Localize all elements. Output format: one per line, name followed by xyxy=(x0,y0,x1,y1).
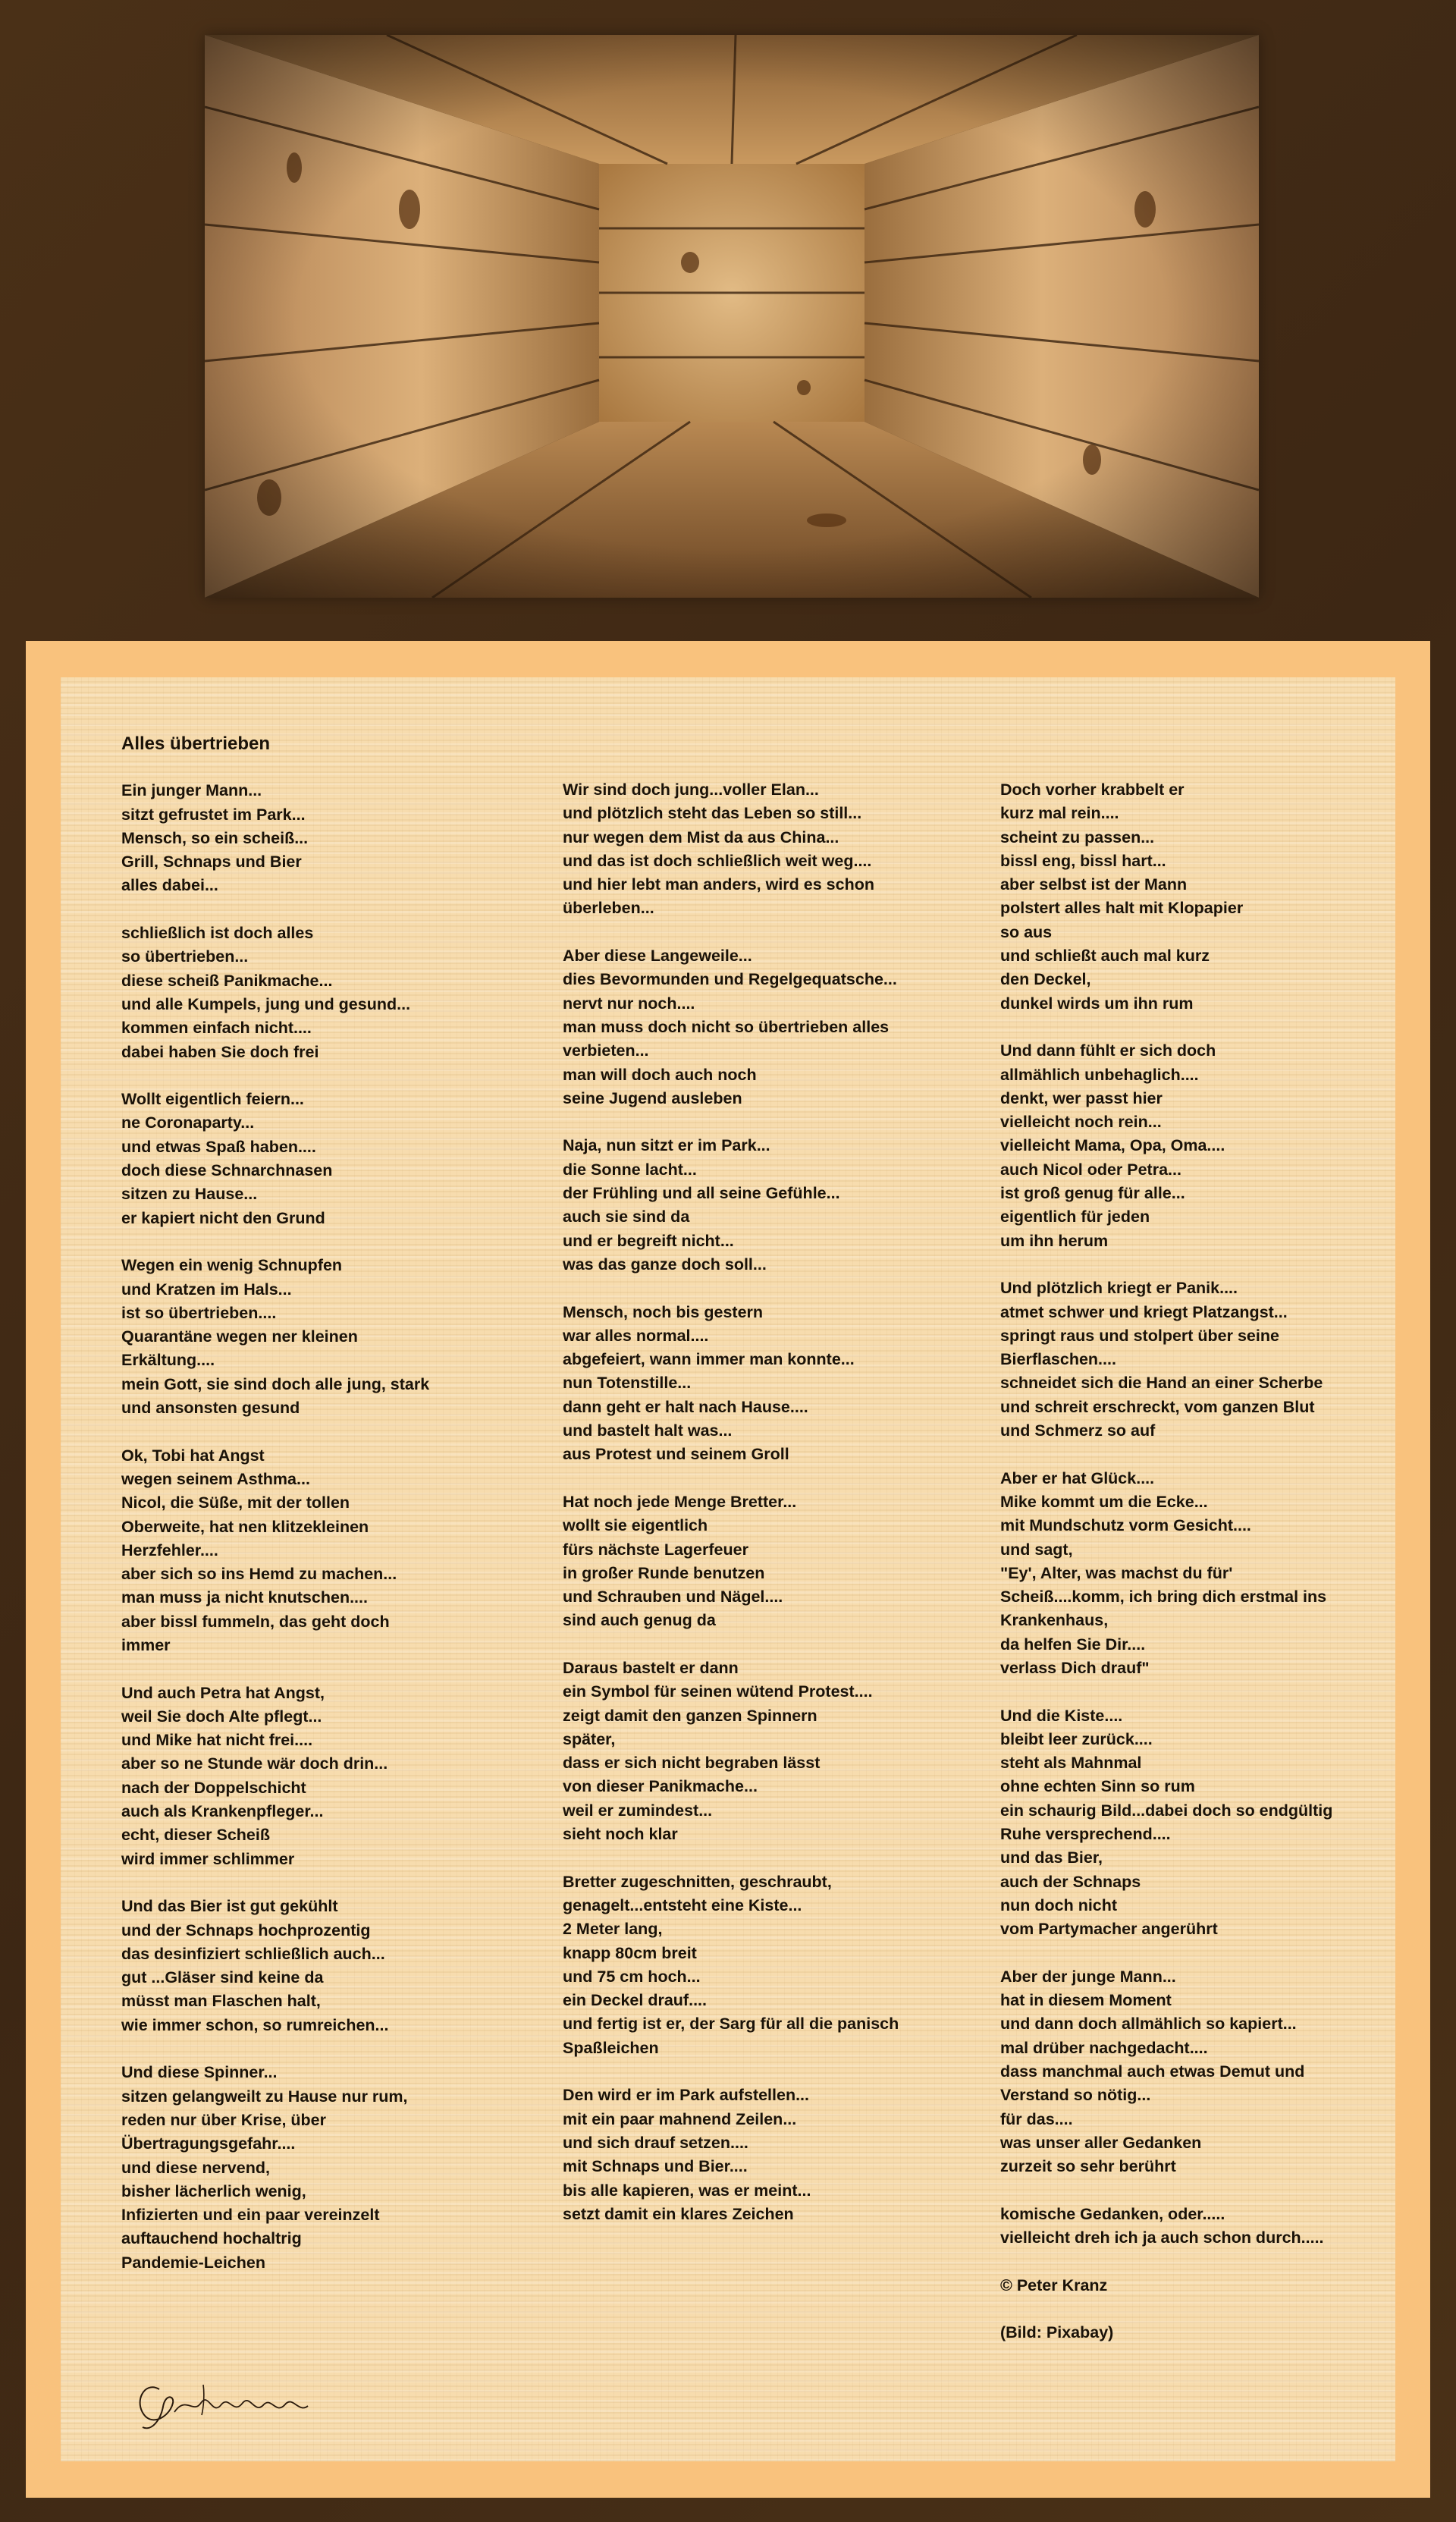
poem-line: Mike kommt um die Ecke... xyxy=(1000,1492,1208,1511)
poem-line: bisher lächerlich wenig, xyxy=(121,2181,306,2200)
poem-line: überleben... xyxy=(563,899,654,918)
poem-line: doch diese Schnarchnasen xyxy=(121,1161,333,1180)
poem-line: Erkältung.... xyxy=(121,1351,215,1370)
poem-line: steht als Mahnmal xyxy=(1000,1754,1142,1773)
poem-line: bis alle kapieren, was er meint... xyxy=(563,2181,811,2200)
poem-line: sitzen gelangweilt zu Hause nur rum, xyxy=(121,2087,408,2106)
poem-line: setzt damit ein klares Zeichen xyxy=(563,2204,794,2223)
poem-line: und hier lebt man anders, wird es schon xyxy=(563,875,874,894)
poem-line: kommen einfach nicht.... xyxy=(121,1019,312,1038)
signature-handwriting xyxy=(129,2373,326,2433)
poem-line: komische Gedanken, oder..... xyxy=(1000,2204,1225,2223)
poem-line: war alles normal.... xyxy=(563,1326,709,1345)
poem-line: Den wird er im Park aufstellen... xyxy=(563,2086,809,2105)
poem-line: allmählich unbehaglich.... xyxy=(1000,1065,1199,1084)
stanza xyxy=(121,922,546,1064)
poem-line: mit ein paar mahnend Zeilen... xyxy=(563,2109,797,2128)
stanza xyxy=(563,1134,987,1277)
poem-line: "Ey', Alter, was machst du für' xyxy=(1000,1563,1233,1582)
poem-line: und Mike hat nicht frei.... xyxy=(121,1731,313,1750)
poem-line: was unser aller Gedanken xyxy=(1000,2133,1202,2152)
poem-line: Scheiß....komm, ich bring dich erstmal ins xyxy=(1000,1588,1327,1606)
poem-line: Und plötzlich kriegt er Panik.... xyxy=(1000,1279,1238,1298)
poem-line: so aus xyxy=(1000,922,1053,941)
stanza xyxy=(1000,1704,1379,1942)
poem-line: bissl eng, bissl hart... xyxy=(1000,851,1166,870)
poem-line: ist groß genug für alle... xyxy=(1000,1184,1185,1203)
poem-line: aber so ne Stunde wär doch drin... xyxy=(121,1754,388,1773)
poem-line: diese scheiß Panikmache... xyxy=(121,971,333,990)
poem-line: gut ...Gläser sind keine da xyxy=(121,1968,324,1987)
stanza xyxy=(121,1254,546,1420)
poem-line: wie immer schon, so rumreichen... xyxy=(121,2015,389,2034)
poem-line: ne Coronaparty... xyxy=(121,1113,255,1132)
poem-line: reden nur über Krise, über xyxy=(121,2110,327,2129)
stanza xyxy=(1000,1467,1379,1681)
poem-line: mein Gott, sie sind doch alle jung, stark xyxy=(121,1374,430,1393)
poem-line: (Bild: Pixabay) xyxy=(1000,2323,1114,2342)
poem-line: Bierflaschen.... xyxy=(1000,1350,1116,1369)
stanza xyxy=(563,2084,987,2226)
stanza xyxy=(121,1088,546,1230)
poem-line: und diese nervend, xyxy=(121,2158,270,2177)
poem-line: und das ist doch schließlich weit weg.... xyxy=(563,851,872,870)
poem-line: Und die Kiste.... xyxy=(1000,1706,1123,1725)
poem-line: schließlich ist doch alles xyxy=(121,924,314,943)
poem-line: auch sie sind da xyxy=(563,1208,690,1226)
stanza xyxy=(121,1682,546,1871)
stanza xyxy=(121,1444,546,1658)
poem-line: und das Bier, xyxy=(1000,1848,1103,1867)
poem-line: vielleicht Mama, Opa, Oma.... xyxy=(1000,1136,1225,1155)
poem-line: Und das Bier ist gut gekühlt xyxy=(121,1897,338,1916)
poem-line: dunkel wirds um ihn rum xyxy=(1000,994,1194,1013)
signature-logo xyxy=(129,2373,326,2433)
poem-line: und schließt auch mal kurz xyxy=(1000,947,1210,966)
poem-line: mal drüber nachgedacht.... xyxy=(1000,2038,1208,2057)
poem-line: und sagt, xyxy=(1000,1540,1073,1559)
stanza xyxy=(563,944,987,1110)
poem-line: wird immer schlimmer xyxy=(121,1849,295,1868)
poem-line: Übertragungsgefahr.... xyxy=(121,2134,296,2153)
poem-line: zeigt damit den ganzen Spinnern xyxy=(563,1706,817,1725)
wooden-box-illustration xyxy=(205,35,1259,598)
poem-line: von dieser Panikmache... xyxy=(563,1777,758,1796)
poem-line: Und dann fühlt er sich doch xyxy=(1000,1041,1216,1060)
poem-line: echt, dieser Scheiß xyxy=(121,1826,270,1845)
poem-line: später, xyxy=(563,1729,616,1748)
stanza xyxy=(121,1895,546,2037)
poem-line: Aber er hat Glück.... xyxy=(1000,1468,1155,1487)
poem-frame xyxy=(26,641,1430,2498)
poem-line: immer xyxy=(121,1635,171,1654)
poem-line: Ok, Tobi hat Angst xyxy=(121,1446,265,1465)
poem-line: mit Schnaps und Bier.... xyxy=(563,2157,748,2176)
poem-line: ist so übertrieben.... xyxy=(121,1303,277,1322)
poem-line: schneidet sich die Hand an einer Scherbe xyxy=(1000,1374,1323,1393)
poem-line: und er begreift nicht... xyxy=(563,1231,734,1250)
poem-line: mit Mundschutz vorm Gesicht.... xyxy=(1000,1516,1251,1535)
poem-line: wegen seinem Asthma... xyxy=(121,1469,310,1488)
poem-line: Mensch, so ein scheiß... xyxy=(121,828,309,847)
poem-line: seine Jugend ausleben xyxy=(563,1088,742,1107)
poem-line: auch als Krankenpfleger... xyxy=(121,1802,324,1821)
poem-line: Ruhe versprechend.... xyxy=(1000,1825,1171,1844)
poem-line: ohne echten Sinn so rum xyxy=(1000,1777,1195,1796)
poem-line: sieht noch klar xyxy=(563,1825,678,1844)
poem-line: Und diese Spinner... xyxy=(121,2063,278,2082)
poem-line: Doch vorher krabbelt er xyxy=(1000,780,1185,799)
poem-line: nach der Doppelschicht xyxy=(121,1778,306,1797)
poem-line: wollt sie eigentlich xyxy=(563,1516,708,1535)
stanza xyxy=(121,779,546,897)
poem-line: zurzeit so sehr berührt xyxy=(1000,2157,1176,2176)
stanza xyxy=(1000,2321,1379,2345)
stanza xyxy=(1000,1277,1379,1443)
poem-line: eigentlich für jeden xyxy=(1000,1208,1150,1226)
poem-line: und sich drauf setzen.... xyxy=(563,2133,748,2152)
poem-line: in großer Runde benutzen xyxy=(563,1563,765,1582)
poem-line: und Schrauben und Nägel.... xyxy=(563,1588,783,1606)
poem-line: Aber diese Langeweile... xyxy=(563,947,752,966)
poem-line: Spaßleichen xyxy=(563,2038,659,2057)
poem-line: der Frühling und all seine Gefühle... xyxy=(563,1184,840,1203)
stanza xyxy=(1000,1965,1379,2179)
poem-line: und plötzlich steht das Leben so still... xyxy=(563,804,862,823)
poem-line: und etwas Spaß haben.... xyxy=(121,1137,316,1156)
poem-line: dass er sich nicht begraben lässt xyxy=(563,1754,821,1773)
poem-line: scheint zu passen... xyxy=(1000,828,1155,846)
poem-line: aber selbst ist der Mann xyxy=(1000,875,1188,894)
poem-line: vom Partymacher angerührt xyxy=(1000,1920,1218,1939)
poem-line: nervt nur noch.... xyxy=(563,994,695,1013)
poem-line: Wir sind doch jung...voller Elan... xyxy=(563,780,819,799)
poem-column-2 xyxy=(563,778,987,2250)
poem-line: verbieten... xyxy=(563,1041,649,1060)
stanza xyxy=(563,1490,987,1633)
poem-line: springt raus und stolpert über seine xyxy=(1000,1326,1279,1345)
poem-line: aus Protest und seinem Groll xyxy=(563,1445,789,1464)
poem-line: auftauchend hochaltrig xyxy=(121,2229,302,2248)
poem-line: sitzen zu Hause... xyxy=(121,1185,258,1204)
poem-line: vielleicht dreh ich ja auch schon durch..... xyxy=(1000,2228,1324,2247)
poem-line: und Schmerz so auf xyxy=(1000,1421,1156,1440)
poem-line: nun doch nicht xyxy=(1000,1895,1118,1914)
poem-title: Alles übertrieben xyxy=(121,733,271,754)
stanza xyxy=(563,1301,987,1467)
poem-paper xyxy=(61,677,1395,2461)
poem-line: Krankenhaus, xyxy=(1000,1611,1109,1630)
poem-line: und der Schnaps hochprozentig xyxy=(121,1921,371,1939)
poem-line: Grill, Schnaps und Bier xyxy=(121,853,302,872)
poem-line: so übertrieben... xyxy=(121,947,249,966)
poem-line: abgefeiert, wann immer man konnte... xyxy=(563,1350,855,1369)
poem-line: und bastelt halt was... xyxy=(563,1421,733,1440)
poem-line: vielleicht noch rein... xyxy=(1000,1113,1162,1132)
poem-line: dies Bevormunden und Regelgequatsche... xyxy=(563,970,897,989)
poem-line: nur wegen dem Mist da aus China... xyxy=(563,828,839,846)
poem-line: da helfen Sie Dir.... xyxy=(1000,1635,1146,1654)
poem-line: man muss ja nicht knutschen.... xyxy=(121,1588,368,1607)
poem-line: das desinfiziert schließlich auch... xyxy=(121,1944,385,1963)
poem-line: man muss doch nicht so übertrieben alles xyxy=(563,1017,890,1036)
poem-line: genagelt...entsteht eine Kiste... xyxy=(563,1895,802,1914)
poem-line: verlass Dich drauf" xyxy=(1000,1658,1150,1677)
poem-line: aber bissl fummeln, das geht doch xyxy=(121,1612,390,1631)
poem-line: was das ganze doch soll... xyxy=(563,1255,767,1274)
poem-line: dass manchmal auch etwas Demut und xyxy=(1000,2062,1305,2081)
poem-line: auch der Schnaps xyxy=(1000,1872,1141,1891)
poem-line: weil er zumindest... xyxy=(563,1801,713,1820)
poem-column-1 xyxy=(121,732,546,2298)
poem-line: den Deckel, xyxy=(1000,970,1091,989)
poem-line: polstert alles halt mit Klopapier xyxy=(1000,899,1244,918)
poem-line: alles dabei... xyxy=(121,876,218,895)
poem-column-3 xyxy=(1000,778,1379,2369)
poem-line: Quarantäne wegen ner kleinen xyxy=(121,1327,358,1346)
poem-line: Herzfehler.... xyxy=(121,1541,218,1559)
poem-line: die Sonne lacht... xyxy=(563,1160,697,1179)
poem-line: kurz mal rein.... xyxy=(1000,804,1119,823)
poem-line: Verstand so nötig... xyxy=(1000,2086,1151,2105)
stanza xyxy=(1000,1039,1379,1253)
poem-line: und fertig ist er, der Sarg für all die panisch xyxy=(563,2015,899,2034)
poem-line: Und auch Petra hat Angst, xyxy=(121,1683,325,1702)
poem-line: Wollt eigentlich feiern... xyxy=(121,1090,304,1109)
stanza-list xyxy=(121,779,546,2275)
stanza xyxy=(1000,2203,1379,2250)
poem-line: Bretter zugeschnitten, geschraubt, xyxy=(563,1872,832,1891)
poem-line: atmet schwer und kriegt Platzangst... xyxy=(1000,1302,1288,1321)
poem-line: © Peter Kranz xyxy=(1000,2275,1108,2294)
poem-line: und Kratzen im Hals... xyxy=(121,1280,292,1299)
poem-line: dabei haben Sie doch frei xyxy=(121,1042,319,1061)
poem-line: ein schaurig Bild...dabei doch so endgültig xyxy=(1000,1801,1333,1820)
poem-line: 2 Meter lang, xyxy=(563,1920,663,1939)
stanza-list xyxy=(1000,778,1379,2345)
poem-line: man will doch auch noch xyxy=(563,1065,757,1084)
poem-line: sitzt gefrustet im Park... xyxy=(121,805,306,824)
poem-line: denkt, wer passt hier xyxy=(1000,1088,1163,1107)
poem-line: für das.... xyxy=(1000,2109,1073,2128)
stanza-list xyxy=(563,778,987,2226)
poem-line: weil Sie doch Alte pflegt... xyxy=(121,1707,322,1726)
poem-line: nun Totenstille... xyxy=(563,1374,692,1393)
poem-line: Infizierten und ein paar vereinzelt xyxy=(121,2206,380,2225)
stanza xyxy=(1000,778,1379,1016)
stanza xyxy=(563,778,987,921)
poem-line: aber sich so ins Hemd zu machen... xyxy=(121,1565,397,1584)
stanza xyxy=(121,2061,546,2275)
poem-line: knapp 80cm breit xyxy=(563,1943,697,1962)
poem-line: ein Symbol für seinen wütend Protest.... xyxy=(563,1682,873,1701)
poem-line: Mensch, noch bis gestern xyxy=(563,1302,764,1321)
poem-line: um ihn herum xyxy=(1000,1231,1109,1250)
poem-line: müsst man Flaschen halt, xyxy=(121,1992,321,2011)
poem-line: Oberweite, hat nen klitzekleinen xyxy=(121,1517,369,1536)
stanza xyxy=(1000,2274,1379,2297)
poem-line: Hat noch jede Menge Bretter... xyxy=(563,1492,797,1511)
poem-line: Pandemie-Leichen xyxy=(121,2253,265,2272)
poem-line: dann geht er halt nach Hause.... xyxy=(563,1397,808,1416)
poem-line: er kapiert nicht den Grund xyxy=(121,1208,325,1227)
poem-line: Nicol, die Süße, mit der tollen xyxy=(121,1493,350,1512)
poem-line: und ansonsten gesund xyxy=(121,1399,300,1418)
poem-line: sind auch genug da xyxy=(563,1611,716,1630)
poem-line: hat in diesem Moment xyxy=(1000,1991,1172,2010)
poem-line: und alle Kumpels, jung und gesund... xyxy=(121,994,411,1013)
poem-line: Aber der junge Mann... xyxy=(1000,1967,1176,1986)
poem-line: ein Deckel drauf.... xyxy=(563,1991,707,2010)
poem-line: und dann doch allmählich so kapiert... xyxy=(1000,2015,1297,2034)
poem-line: auch Nicol oder Petra... xyxy=(1000,1160,1181,1179)
stanza xyxy=(563,1870,987,2060)
stanza xyxy=(563,1657,987,1846)
poem-line: und 75 cm hoch... xyxy=(563,1967,701,1986)
poem-line: Wegen ein wenig Schnupfen xyxy=(121,1256,343,1275)
wooden-box-photo xyxy=(205,35,1259,598)
poem-line: Ein junger Mann... xyxy=(121,781,262,800)
poem-line: und schreit erschreckt, vom ganzen Blut xyxy=(1000,1397,1315,1416)
poem-line: fürs nächste Lagerfeuer xyxy=(563,1540,748,1559)
poem-line: Daraus bastelt er dann xyxy=(563,1658,739,1677)
poem-line: Naja, nun sitzt er im Park... xyxy=(563,1136,770,1155)
poem-line: bleibt leer zurück.... xyxy=(1000,1729,1153,1748)
